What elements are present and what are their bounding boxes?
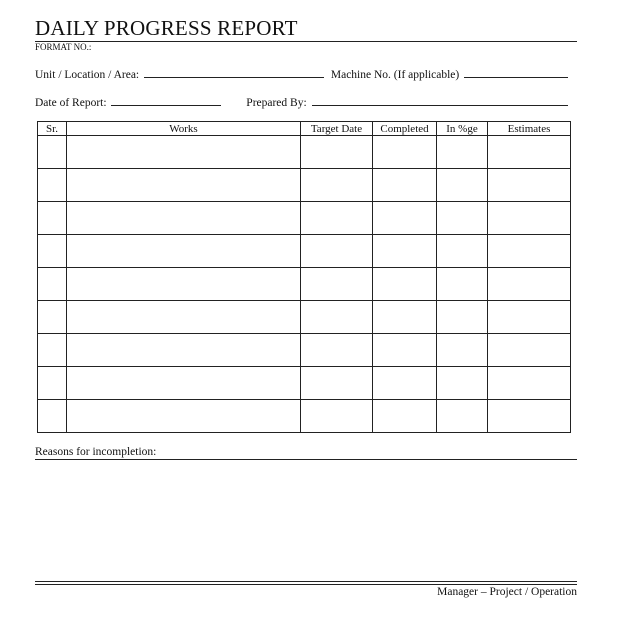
table-row — [38, 235, 571, 268]
table-row — [38, 268, 571, 301]
table-cell-target-date[interactable] — [301, 268, 373, 301]
table-cell-in-percentage[interactable] — [437, 235, 488, 268]
machine-no-field[interactable] — [464, 67, 568, 78]
table-cell-works[interactable] — [67, 400, 301, 433]
table-body — [38, 136, 571, 433]
column-header-works: Works — [67, 122, 301, 136]
table-cell-target-date[interactable] — [301, 136, 373, 169]
table-cell-estimates[interactable] — [488, 301, 571, 334]
table-cell-completed[interactable] — [373, 235, 437, 268]
table-cell-works[interactable] — [67, 136, 301, 169]
table-cell-target-date[interactable] — [301, 202, 373, 235]
title-divider — [35, 41, 577, 42]
table-cell-estimates[interactable] — [488, 202, 571, 235]
table-cell-completed[interactable] — [373, 136, 437, 169]
date-prepared-line — [35, 95, 568, 109]
table-cell-in-percentage[interactable] — [437, 301, 488, 334]
progress-table — [37, 121, 571, 433]
table-cell-works[interactable] — [67, 169, 301, 202]
table-cell-target-date[interactable] — [301, 334, 373, 367]
table-cell-target-date[interactable] — [301, 169, 373, 202]
table-cell-completed[interactable] — [373, 169, 437, 202]
table-cell-sr[interactable] — [38, 136, 67, 169]
table-cell-works[interactable] — [67, 202, 301, 235]
table-cell-sr[interactable] — [38, 301, 67, 334]
table-row — [38, 334, 571, 367]
table-cell-in-percentage[interactable] — [437, 268, 488, 301]
table-cell-completed[interactable] — [373, 400, 437, 433]
signature-rule-top — [35, 581, 577, 582]
column-header-in-percentage: In %ge — [437, 122, 488, 136]
format-no-label: FORMAT NO.: — [35, 42, 92, 52]
column-header-target-date: Target Date — [301, 122, 373, 136]
table-row — [38, 136, 571, 169]
date-of-report-field[interactable] — [111, 95, 221, 106]
table-cell-sr[interactable] — [38, 268, 67, 301]
table-cell-completed[interactable] — [373, 301, 437, 334]
signatory-label: Manager – Project / Operation — [437, 586, 577, 598]
table-cell-sr[interactable] — [38, 235, 67, 268]
table-row — [38, 301, 571, 334]
table-header-row — [38, 122, 571, 136]
table-row — [38, 169, 571, 202]
table-cell-in-percentage[interactable] — [437, 169, 488, 202]
unit-machine-line — [35, 67, 568, 81]
table-cell-works[interactable] — [67, 235, 301, 268]
prepared-by-label: Prepared By: — [246, 97, 307, 109]
column-header-completed: Completed — [373, 122, 437, 136]
table-cell-target-date[interactable] — [301, 400, 373, 433]
table-cell-works[interactable] — [67, 301, 301, 334]
column-header-estimates: Estimates — [488, 122, 571, 136]
machine-no-label: Machine No. (If applicable) — [330, 69, 460, 81]
reasons-for-incompletion-label: Reasons for incompletion: — [35, 446, 157, 458]
table-cell-estimates[interactable] — [488, 400, 571, 433]
table-cell-in-percentage[interactable] — [437, 400, 488, 433]
table-cell-estimates[interactable] — [488, 334, 571, 367]
table-cell-completed[interactable] — [373, 202, 437, 235]
reasons-divider — [35, 459, 577, 460]
table-row — [38, 202, 571, 235]
table-cell-sr[interactable] — [38, 367, 67, 400]
signature-rule-bottom — [35, 584, 577, 585]
column-header-sr: Sr. — [38, 122, 67, 136]
table-cell-sr[interactable] — [38, 169, 67, 202]
table-cell-completed[interactable] — [373, 334, 437, 367]
table-cell-in-percentage[interactable] — [437, 367, 488, 400]
table-row — [38, 367, 571, 400]
table-cell-in-percentage[interactable] — [437, 334, 488, 367]
prepared-by-field[interactable] — [312, 95, 568, 106]
table-cell-target-date[interactable] — [301, 367, 373, 400]
table-cell-target-date[interactable] — [301, 235, 373, 268]
table-cell-estimates[interactable] — [488, 235, 571, 268]
unit-location-area-label: Unit / Location / Area: — [35, 69, 140, 81]
table-cell-sr[interactable] — [38, 334, 67, 367]
table-cell-completed[interactable] — [373, 367, 437, 400]
report-title: DAILY PROGRESS REPORT — [35, 16, 298, 40]
table-cell-works[interactable] — [67, 367, 301, 400]
table-cell-estimates[interactable] — [488, 268, 571, 301]
table-cell-sr[interactable] — [38, 400, 67, 433]
table-cell-in-percentage[interactable] — [437, 136, 488, 169]
table-cell-in-percentage[interactable] — [437, 202, 488, 235]
table-row — [38, 400, 571, 433]
table-cell-estimates[interactable] — [488, 367, 571, 400]
table-cell-completed[interactable] — [373, 268, 437, 301]
table-cell-estimates[interactable] — [488, 169, 571, 202]
table-cell-works[interactable] — [67, 334, 301, 367]
table-cell-target-date[interactable] — [301, 301, 373, 334]
table-cell-sr[interactable] — [38, 202, 67, 235]
table-cell-works[interactable] — [67, 268, 301, 301]
table-cell-estimates[interactable] — [488, 136, 571, 169]
unit-location-area-field[interactable] — [144, 67, 324, 78]
date-of-report-label: Date of Report: — [35, 97, 107, 109]
